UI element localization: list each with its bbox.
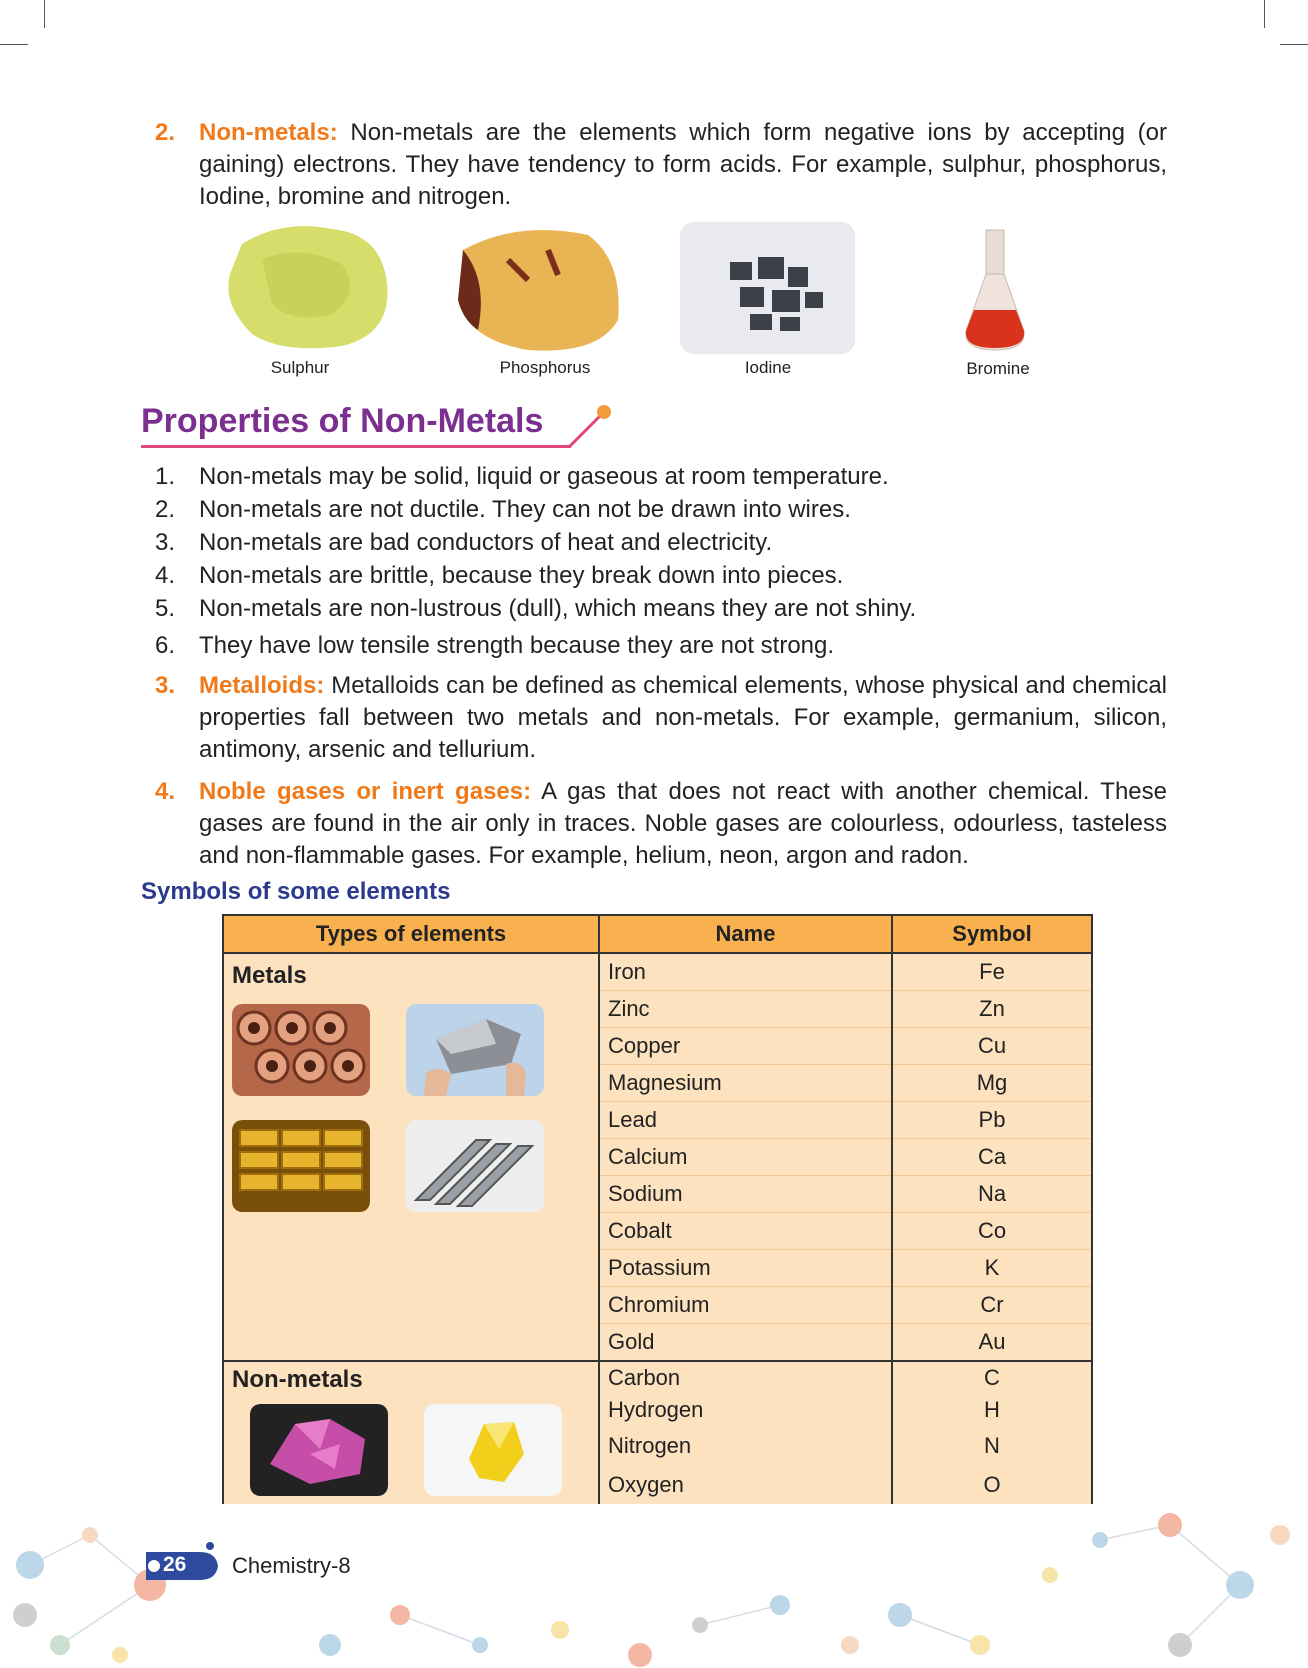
crop-mark — [1280, 44, 1308, 45]
item-number: 3. — [155, 672, 176, 699]
item-text: Non-metals are the elements which form negative ions by accepting (or gaining) electrons. They have tendency to form acids. For example, sulphur, phosphorus, Iodine, bromine and nitrogen. — [199, 119, 1167, 210]
nonmetals-images — [250, 1404, 590, 1496]
sulphur-rock-image — [222, 214, 392, 354]
element-name: Potassium — [599, 1250, 892, 1287]
photo-caption: Sulphur — [270, 358, 330, 377]
item-number: 4. — [155, 778, 176, 805]
crop-mark — [0, 44, 28, 45]
element-symbol: Cu — [892, 1028, 1092, 1065]
list-item: 2. Non-metals are not ductile. They can not be drawn into wires. — [155, 496, 851, 523]
pink-crystal-image — [250, 1404, 388, 1496]
element-symbol: Mg — [892, 1065, 1092, 1102]
column-header: Types of elements — [223, 915, 599, 953]
item-text: Metalloids can be defined as chemical elements, whose physical and chemical properties fall between two metals and non-metals. For example, germanium, silicon, antimony, arsenic and tellurium. — [199, 672, 1167, 763]
element-symbol: Cr — [892, 1287, 1092, 1324]
nonmetals-cell — [223, 1361, 599, 1504]
element-name: Zinc — [599, 991, 892, 1028]
photo-caption: Phosphorus — [499, 358, 591, 377]
list-item: 4. Non-metals are brittle, because they break down into pieces. — [155, 562, 844, 589]
item-title: Metalloids: — [199, 672, 325, 699]
column-header: Name — [599, 915, 892, 953]
elements-table — [222, 914, 1093, 1504]
type-label: Metals — [232, 962, 307, 989]
element-name: Hydrogen — [599, 1394, 892, 1426]
book-title: Chemistry-8 — [232, 1553, 351, 1578]
element-symbol: C — [892, 1361, 1092, 1394]
crop-mark — [1264, 0, 1265, 28]
gold-bars-image — [232, 1120, 370, 1212]
item-title: Noble gases or inert gases: — [199, 778, 532, 805]
column-header: Symbol — [892, 915, 1092, 953]
crop-mark — [44, 0, 45, 28]
yellow-crystal-image — [424, 1404, 562, 1496]
element-name: Iron — [599, 953, 892, 991]
element-symbol: Na — [892, 1176, 1092, 1213]
section-heading: Properties of Non-Metals — [141, 402, 544, 440]
list-item: 1. Non-metals may be solid, liquid or gaseous at room temperature. — [155, 463, 889, 490]
type-label: Non-metals — [232, 1366, 363, 1393]
page-number: 26 — [163, 1553, 187, 1576]
heading-underline — [141, 445, 571, 448]
element-symbol: Au — [892, 1324, 1092, 1362]
element-name: Carbon — [599, 1361, 892, 1394]
photo-caption: Iodine — [744, 358, 792, 377]
properties-list — [155, 460, 916, 662]
bromine-flask-image — [960, 226, 1030, 354]
table-row — [223, 1361, 1092, 1394]
element-symbol: Ca — [892, 1139, 1092, 1176]
table-row — [223, 953, 1092, 991]
phosphorus-rock-image — [448, 220, 628, 355]
element-symbol: K — [892, 1250, 1092, 1287]
element-symbol: Co — [892, 1213, 1092, 1250]
element-name: Lead — [599, 1102, 892, 1139]
element-symbol: O — [892, 1465, 1092, 1504]
noble-gases-definition — [155, 776, 1167, 872]
element-name: Calcium — [599, 1139, 892, 1176]
element-name: Gold — [599, 1324, 892, 1362]
element-symbol: Fe — [892, 953, 1092, 991]
element-symbol: H — [892, 1394, 1092, 1426]
list-item: 5. Non-metals are non-lustrous (dull), which means they are not shiny. — [155, 595, 917, 622]
metals-images — [232, 1004, 590, 1212]
element-symbol: N — [892, 1427, 1092, 1466]
iodine-crystals-image — [680, 222, 855, 354]
metals-cell — [223, 953, 599, 1361]
element-name: Nitrogen — [599, 1427, 892, 1466]
element-name: Copper — [599, 1028, 892, 1065]
element-name: Chromium — [599, 1287, 892, 1324]
zinc-ingot-image — [406, 1004, 544, 1096]
steel-profiles-image — [406, 1120, 544, 1212]
element-name: Magnesium — [599, 1065, 892, 1102]
element-name: Cobalt — [599, 1213, 892, 1250]
element-symbol: Zn — [892, 991, 1092, 1028]
heading-accent-icon — [566, 402, 616, 448]
list-item: 6. They have low tensile strength because they are not strong. — [155, 632, 835, 659]
table-header-row — [223, 915, 1092, 953]
table-caption: Symbols of some elements — [141, 878, 451, 905]
photo-caption: Bromine — [966, 359, 1030, 378]
element-symbol: Pb — [892, 1102, 1092, 1139]
element-name: Sodium — [599, 1176, 892, 1213]
copper-coils-image — [232, 1004, 370, 1096]
non-metals-definition — [155, 117, 1167, 213]
list-item: 3. Non-metals are bad conductors of heat and electricity. — [155, 529, 773, 556]
item-text: A gas that does not react with another chemical. These gases are found in the air only in traces. Noble gases are colourless, odourless, tasteless and non-flammable gases. For example, helium, neon, argon and radon. — [199, 778, 1167, 869]
metalloids-definition — [155, 670, 1167, 766]
element-name: Oxygen — [599, 1465, 892, 1504]
item-title: Non-metals: — [199, 119, 338, 146]
item-number: 2. — [155, 119, 176, 146]
